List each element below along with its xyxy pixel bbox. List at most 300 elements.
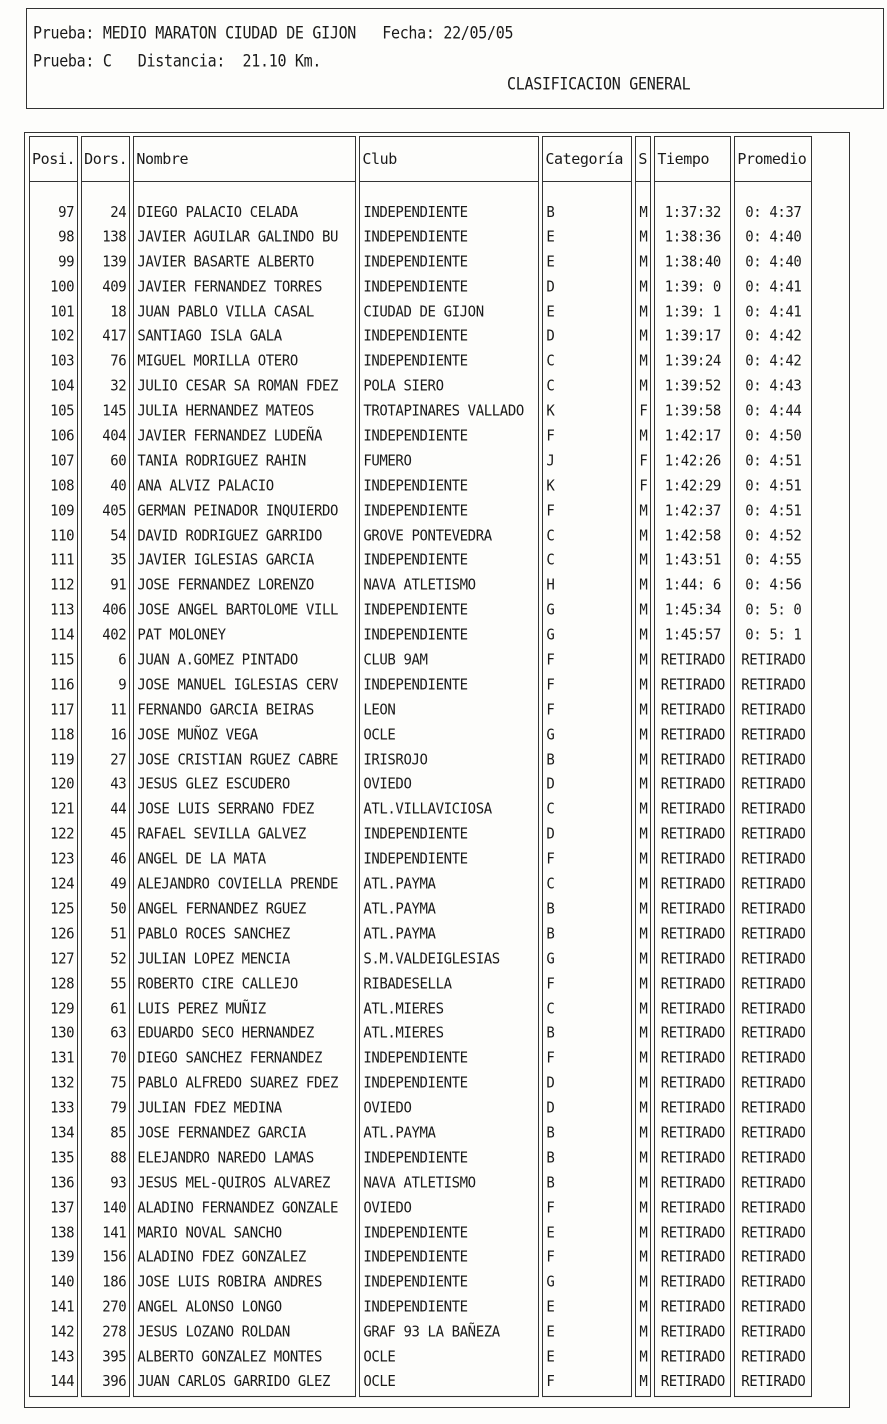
- cell-club: CLUB 9AM: [359, 647, 539, 674]
- table-row: [29, 1096, 812, 1121]
- cell-posi: 138: [29, 1220, 78, 1247]
- cell-posi: 114: [29, 622, 78, 649]
- table-row: [29, 1071, 812, 1096]
- table-row: [29, 723, 812, 748]
- cell-nombre: ANGEL FERNANDEZ RGUEZ: [133, 896, 356, 923]
- cell-club: ATL.MIERES: [359, 1020, 539, 1047]
- cell-categoria: B: [542, 1170, 632, 1197]
- cell-dors: 52: [81, 946, 130, 973]
- cell-dors: 75: [81, 1070, 130, 1097]
- cell-tiempo: RETIRADO: [654, 1070, 731, 1097]
- race-title-line: Prueba: MEDIO MARATON CIUDAD DE GIJON Fecha: 22/05/05: [33, 23, 514, 44]
- cell-club: INDEPENDIENTE: [359, 672, 539, 699]
- cell-promedio: 0: 4:55: [734, 547, 812, 574]
- cell-dors: 55: [81, 971, 130, 998]
- cell-dors: 404: [81, 423, 130, 450]
- table-row: [29, 225, 812, 250]
- cell-nombre: JOSE LUIS ROBIRA ANDRES: [133, 1269, 356, 1296]
- cell-sexo: F: [635, 473, 651, 500]
- cell-club: INDEPENDIENTE: [359, 224, 539, 251]
- cell-sexo: M: [635, 871, 651, 898]
- cell-promedio: 0: 4:43: [734, 373, 812, 400]
- cell-club: INDEPENDIENTE: [359, 622, 539, 649]
- cell-promedio: 0: 4:40: [734, 249, 812, 276]
- cell-promedio: RETIRADO: [734, 821, 812, 848]
- table-row: [29, 1370, 812, 1396]
- cell-posi: 111: [29, 547, 78, 574]
- cell-promedio: RETIRADO: [734, 996, 812, 1023]
- cell-promedio: RETIRADO: [734, 796, 812, 823]
- cell-posi: 101: [29, 299, 78, 326]
- cell-promedio: 0: 4:37: [734, 180, 812, 226]
- cell-categoria: B: [542, 921, 632, 948]
- cell-sexo: M: [635, 796, 651, 823]
- cell-nombre: DIEGO SANCHEZ FERNANDEZ: [133, 1045, 356, 1072]
- table-row: [29, 524, 812, 549]
- cell-nombre: JAVIER BASARTE ALBERTO: [133, 249, 356, 276]
- cell-categoria: D: [542, 1095, 632, 1122]
- cell-tiempo: 1:42:37: [654, 498, 731, 525]
- cell-promedio: RETIRADO: [734, 846, 812, 873]
- cell-promedio: 0: 4:56: [734, 572, 812, 599]
- table-row: [29, 1121, 812, 1146]
- cell-posi: 107: [29, 448, 78, 475]
- cell-posi: 120: [29, 771, 78, 798]
- cell-promedio: RETIRADO: [734, 1195, 812, 1222]
- cell-posi: 133: [29, 1095, 78, 1122]
- cell-promedio: 0: 4:51: [734, 498, 812, 525]
- cell-nombre: SANTIAGO ISLA GALA: [133, 323, 356, 350]
- cell-club: ATL.PAYMA: [359, 1120, 539, 1147]
- cell-dors: 93: [81, 1170, 130, 1197]
- cell-posi: 140: [29, 1269, 78, 1296]
- cell-categoria: K: [542, 473, 632, 500]
- table-row: [29, 847, 812, 872]
- cell-tiempo: RETIRADO: [654, 1145, 731, 1172]
- table-row: [29, 349, 812, 374]
- table-row: [29, 1320, 812, 1345]
- cell-club: INDEPENDIENTE: [359, 274, 539, 301]
- cell-promedio: RETIRADO: [734, 946, 812, 973]
- cell-dors: 79: [81, 1095, 130, 1122]
- cell-categoria: B: [542, 896, 632, 923]
- cell-nombre: ALADINO FDEZ GONZALEZ: [133, 1244, 356, 1271]
- cell-posi: 109: [29, 498, 78, 525]
- cell-sexo: M: [635, 747, 651, 774]
- cell-tiempo: 1:44: 6: [654, 572, 731, 599]
- cell-club: OVIEDO: [359, 771, 539, 798]
- cell-dors: 70: [81, 1045, 130, 1072]
- cell-posi: 129: [29, 996, 78, 1023]
- cell-nombre: JULIA HERNANDEZ MATEOS: [133, 398, 356, 425]
- cell-tiempo: RETIRADO: [654, 771, 731, 798]
- cell-sexo: M: [635, 373, 651, 400]
- table-row: [29, 182, 812, 225]
- cell-promedio: RETIRADO: [734, 722, 812, 749]
- cell-nombre: FERNANDO GARCIA BEIRAS: [133, 697, 356, 724]
- cell-nombre: JOSE FERNANDEZ LORENZO: [133, 572, 356, 599]
- cell-tiempo: 1:43:51: [654, 547, 731, 574]
- col-club: Club: [359, 136, 539, 182]
- cell-nombre: ELEJANDRO NAREDO LAMAS: [133, 1145, 356, 1172]
- cell-sexo: M: [635, 249, 651, 276]
- cell-sexo: M: [635, 180, 651, 226]
- cell-nombre: JESUS LOZANO ROLDAN: [133, 1319, 356, 1346]
- cell-categoria: F: [542, 846, 632, 873]
- cell-nombre: JULIAN FDEZ MEDINA: [133, 1095, 356, 1122]
- cell-tiempo: RETIRADO: [654, 747, 731, 774]
- cell-sexo: M: [635, 1344, 651, 1371]
- cell-sexo: F: [635, 448, 651, 475]
- cell-dors: 43: [81, 771, 130, 798]
- cell-sexo: M: [635, 946, 651, 973]
- table-row: [29, 324, 812, 349]
- cell-dors: 409: [81, 274, 130, 301]
- cell-sexo: M: [635, 1294, 651, 1321]
- cell-sexo: M: [635, 523, 651, 550]
- table-header-row: [29, 136, 812, 182]
- col-dors: Dors.: [81, 136, 130, 182]
- cell-nombre: RAFAEL SEVILLA GALVEZ: [133, 821, 356, 848]
- cell-sexo: M: [635, 274, 651, 301]
- cell-categoria: B: [542, 1145, 632, 1172]
- cell-tiempo: 1:42:17: [654, 423, 731, 450]
- cell-categoria: E: [542, 299, 632, 326]
- cell-dors: 16: [81, 722, 130, 749]
- cell-posi: 98: [29, 224, 78, 251]
- cell-club: INDEPENDIENTE: [359, 821, 539, 848]
- cell-club: GRAF 93 LA BAÑEZA: [359, 1319, 539, 1346]
- cell-dors: 88: [81, 1145, 130, 1172]
- cell-posi: 132: [29, 1070, 78, 1097]
- cell-posi: 110: [29, 523, 78, 550]
- cell-tiempo: RETIRADO: [654, 1369, 731, 1397]
- cell-sexo: M: [635, 1369, 651, 1397]
- cell-dors: 396: [81, 1369, 130, 1397]
- cell-categoria: G: [542, 1269, 632, 1296]
- col-tiempo: Tiempo: [654, 136, 731, 182]
- cell-tiempo: RETIRADO: [654, 1319, 731, 1346]
- cell-nombre: JULIO CESAR SA ROMAN FDEZ: [133, 373, 356, 400]
- table-row: [29, 1171, 812, 1196]
- cell-categoria: F: [542, 1195, 632, 1222]
- cell-categoria: B: [542, 747, 632, 774]
- cell-posi: 113: [29, 597, 78, 624]
- cell-club: INDEPENDIENTE: [359, 547, 539, 574]
- cell-sexo: M: [635, 1120, 651, 1147]
- cell-dors: 9: [81, 672, 130, 699]
- cell-dors: 405: [81, 498, 130, 525]
- cell-posi: 108: [29, 473, 78, 500]
- cell-sexo: M: [635, 647, 651, 674]
- cell-categoria: C: [542, 348, 632, 375]
- cell-nombre: ALEJANDRO COVIELLA PRENDE: [133, 871, 356, 898]
- cell-posi: 112: [29, 572, 78, 599]
- cell-categoria: G: [542, 597, 632, 624]
- cell-tiempo: RETIRADO: [654, 1095, 731, 1122]
- cell-promedio: RETIRADO: [734, 672, 812, 699]
- cell-promedio: RETIRADO: [734, 771, 812, 798]
- cell-dors: 32: [81, 373, 130, 400]
- cell-tiempo: RETIRADO: [654, 1120, 731, 1147]
- cell-club: ATL.PAYMA: [359, 921, 539, 948]
- cell-sexo: M: [635, 1220, 651, 1247]
- race-distance-line: Prueba: C Distancia: 21.10 Km.: [33, 51, 322, 72]
- cell-club: ATL.PAYMA: [359, 871, 539, 898]
- cell-dors: 63: [81, 1020, 130, 1047]
- cell-posi: 137: [29, 1195, 78, 1222]
- table-row: [29, 474, 812, 499]
- cell-promedio: RETIRADO: [734, 697, 812, 724]
- cell-categoria: F: [542, 647, 632, 674]
- cell-sexo: M: [635, 299, 651, 326]
- cell-categoria: E: [542, 1294, 632, 1321]
- cell-categoria: C: [542, 871, 632, 898]
- cell-tiempo: RETIRADO: [654, 1020, 731, 1047]
- cell-tiempo: 1:42:29: [654, 473, 731, 500]
- table-row: [29, 1221, 812, 1246]
- table-row: [29, 1146, 812, 1171]
- cell-dors: 35: [81, 547, 130, 574]
- cell-club: INDEPENDIENTE: [359, 1269, 539, 1296]
- cell-club: OCLE: [359, 1369, 539, 1397]
- cell-dors: 60: [81, 448, 130, 475]
- table-row: [29, 1345, 812, 1370]
- cell-posi: 130: [29, 1020, 78, 1047]
- cell-tiempo: RETIRADO: [654, 1294, 731, 1321]
- cell-nombre: JOSE FERNANDEZ GARCIA: [133, 1120, 356, 1147]
- table-row: [29, 399, 812, 424]
- cell-sexo: M: [635, 572, 651, 599]
- cell-nombre: ANGEL ALONSO LONGO: [133, 1294, 356, 1321]
- table-row: [29, 1270, 812, 1295]
- cell-tiempo: RETIRADO: [654, 1244, 731, 1271]
- cell-tiempo: RETIRADO: [654, 921, 731, 948]
- cell-promedio: RETIRADO: [734, 1020, 812, 1047]
- cell-tiempo: RETIRADO: [654, 672, 731, 699]
- cell-nombre: JULIAN LOPEZ MENCIA: [133, 946, 356, 973]
- table-row: [29, 673, 812, 698]
- cell-dors: 186: [81, 1269, 130, 1296]
- cell-nombre: LUIS PEREZ MUÑIZ: [133, 996, 356, 1023]
- cell-sexo: M: [635, 1170, 651, 1197]
- cell-sexo: M: [635, 224, 651, 251]
- cell-tiempo: RETIRADO: [654, 996, 731, 1023]
- cell-club: FUMERO: [359, 448, 539, 475]
- cell-promedio: RETIRADO: [734, 1244, 812, 1271]
- cell-tiempo: 1:39:52: [654, 373, 731, 400]
- cell-promedio: RETIRADO: [734, 1095, 812, 1122]
- cell-categoria: G: [542, 722, 632, 749]
- table-row: [29, 374, 812, 399]
- cell-posi: 97: [29, 180, 78, 226]
- cell-categoria: F: [542, 498, 632, 525]
- cell-categoria: C: [542, 547, 632, 574]
- cell-posi: 131: [29, 1045, 78, 1072]
- cell-dors: 85: [81, 1120, 130, 1147]
- cell-club: ATL.MIERES: [359, 996, 539, 1023]
- cell-promedio: 0: 4:40: [734, 224, 812, 251]
- cell-categoria: C: [542, 796, 632, 823]
- table-row: [29, 1196, 812, 1221]
- col-nombre: Nombre: [133, 136, 356, 182]
- cell-nombre: JOSE ANGEL BARTOLOME VILL: [133, 597, 356, 624]
- cell-nombre: JUAN PABLO VILLA CASAL: [133, 299, 356, 326]
- col-promedio: Promedio: [734, 136, 812, 182]
- cell-tiempo: 1:45:34: [654, 597, 731, 624]
- cell-club: S.M.VALDEIGLESIAS: [359, 946, 539, 973]
- col-posi: Posi.: [29, 136, 78, 182]
- cell-club: INDEPENDIENTE: [359, 846, 539, 873]
- cell-sexo: M: [635, 1095, 651, 1122]
- cell-nombre: ANGEL DE LA MATA: [133, 846, 356, 873]
- cell-tiempo: 1:42:58: [654, 523, 731, 550]
- cell-dors: 141: [81, 1220, 130, 1247]
- table-row: [29, 1046, 812, 1071]
- cell-categoria: E: [542, 224, 632, 251]
- cell-dors: 139: [81, 249, 130, 276]
- cell-dors: 44: [81, 796, 130, 823]
- cell-nombre: DIEGO PALACIO CELADA: [133, 180, 356, 226]
- cell-club: INDEPENDIENTE: [359, 180, 539, 226]
- cell-dors: 406: [81, 597, 130, 624]
- cell-club: OCLE: [359, 1344, 539, 1371]
- cell-nombre: EDUARDO SECO HERNANDEZ: [133, 1020, 356, 1047]
- col-categoria: Categoría: [542, 136, 632, 182]
- cell-categoria: G: [542, 946, 632, 973]
- cell-posi: 143: [29, 1344, 78, 1371]
- cell-dors: 54: [81, 523, 130, 550]
- cell-promedio: 0: 4:42: [734, 348, 812, 375]
- cell-sexo: F: [635, 398, 651, 425]
- table-row: [29, 872, 812, 897]
- cell-dors: 402: [81, 622, 130, 649]
- cell-dors: 61: [81, 996, 130, 1023]
- classification-title: CLASIFICACION GENERAL: [507, 74, 691, 95]
- cell-categoria: C: [542, 523, 632, 550]
- cell-posi: 139: [29, 1244, 78, 1271]
- cell-promedio: 0: 4:41: [734, 299, 812, 326]
- cell-club: INDEPENDIENTE: [359, 249, 539, 276]
- cell-posi: 124: [29, 871, 78, 898]
- cell-posi: 118: [29, 722, 78, 749]
- cell-tiempo: 1:38:40: [654, 249, 731, 276]
- cell-dors: 11: [81, 697, 130, 724]
- cell-dors: 278: [81, 1319, 130, 1346]
- cell-nombre: ANA ALVIZ PALACIO: [133, 473, 356, 500]
- table-row: [29, 822, 812, 847]
- cell-promedio: RETIRADO: [734, 921, 812, 948]
- cell-categoria: E: [542, 249, 632, 276]
- cell-posi: 104: [29, 373, 78, 400]
- cell-tiempo: RETIRADO: [654, 846, 731, 873]
- cell-promedio: RETIRADO: [734, 1220, 812, 1247]
- cell-tiempo: 1:39: 1: [654, 299, 731, 326]
- cell-promedio: 0: 4:50: [734, 423, 812, 450]
- cell-dors: 76: [81, 348, 130, 375]
- cell-promedio: RETIRADO: [734, 871, 812, 898]
- cell-tiempo: RETIRADO: [654, 722, 731, 749]
- cell-tiempo: RETIRADO: [654, 796, 731, 823]
- cell-club: INDEPENDIENTE: [359, 1145, 539, 1172]
- cell-promedio: 0: 4:42: [734, 323, 812, 350]
- table-row: [29, 897, 812, 922]
- cell-categoria: F: [542, 423, 632, 450]
- cell-posi: 116: [29, 672, 78, 699]
- cell-tiempo: RETIRADO: [654, 821, 731, 848]
- cell-dors: 27: [81, 747, 130, 774]
- cell-nombre: ALADINO FERNANDEZ GONZALE: [133, 1195, 356, 1222]
- cell-categoria: C: [542, 373, 632, 400]
- table-row: [29, 499, 812, 524]
- cell-sexo: M: [635, 921, 651, 948]
- cell-posi: 105: [29, 398, 78, 425]
- cell-posi: 127: [29, 946, 78, 973]
- cell-dors: 18: [81, 299, 130, 326]
- table-row: [29, 598, 812, 623]
- table-row: [29, 947, 812, 972]
- cell-dors: 138: [81, 224, 130, 251]
- cell-nombre: MIGUEL MORILLA OTERO: [133, 348, 356, 375]
- cell-categoria: D: [542, 821, 632, 848]
- cell-club: OVIEDO: [359, 1095, 539, 1122]
- cell-dors: 156: [81, 1244, 130, 1271]
- cell-sexo: M: [635, 1269, 651, 1296]
- cell-dors: 24: [81, 180, 130, 226]
- cell-tiempo: RETIRADO: [654, 896, 731, 923]
- cell-club: NAVA ATLETISMO: [359, 1170, 539, 1197]
- cell-sexo: M: [635, 547, 651, 574]
- cell-sexo: M: [635, 423, 651, 450]
- cell-categoria: D: [542, 1070, 632, 1097]
- cell-categoria: F: [542, 971, 632, 998]
- cell-promedio: RETIRADO: [734, 1045, 812, 1072]
- cell-club: INDEPENDIENTE: [359, 323, 539, 350]
- cell-categoria: F: [542, 1045, 632, 1072]
- cell-nombre: JOSE MUÑOZ VEGA: [133, 722, 356, 749]
- cell-categoria: B: [542, 180, 632, 226]
- cell-categoria: C: [542, 996, 632, 1023]
- cell-sexo: M: [635, 1045, 651, 1072]
- cell-tiempo: 1:45:57: [654, 622, 731, 649]
- cell-tiempo: RETIRADO: [654, 1045, 731, 1072]
- cell-club: INDEPENDIENTE: [359, 1070, 539, 1097]
- cell-sexo: M: [635, 622, 651, 649]
- table-row: [29, 972, 812, 997]
- cell-sexo: M: [635, 1020, 651, 1047]
- cell-posi: 144: [29, 1369, 78, 1397]
- cell-posi: 123: [29, 846, 78, 873]
- cell-categoria: F: [542, 697, 632, 724]
- cell-dors: 140: [81, 1195, 130, 1222]
- table-row: [29, 648, 812, 673]
- cell-dors: 51: [81, 921, 130, 948]
- cell-club: NAVA ATLETISMO: [359, 572, 539, 599]
- cell-tiempo: RETIRADO: [654, 1195, 731, 1222]
- cell-club: INDEPENDIENTE: [359, 348, 539, 375]
- cell-nombre: JUAN A.GOMEZ PINTADO: [133, 647, 356, 674]
- cell-posi: 100: [29, 274, 78, 301]
- table-row: [29, 1295, 812, 1320]
- cell-tiempo: RETIRADO: [654, 1220, 731, 1247]
- cell-tiempo: 1:37:32: [654, 180, 731, 226]
- cell-sexo: M: [635, 1070, 651, 1097]
- cell-tiempo: 1:42:26: [654, 448, 731, 475]
- cell-nombre: JAVIER AGUILAR GALINDO BU: [133, 224, 356, 251]
- cell-sexo: M: [635, 996, 651, 1023]
- cell-dors: 91: [81, 572, 130, 599]
- cell-categoria: F: [542, 672, 632, 699]
